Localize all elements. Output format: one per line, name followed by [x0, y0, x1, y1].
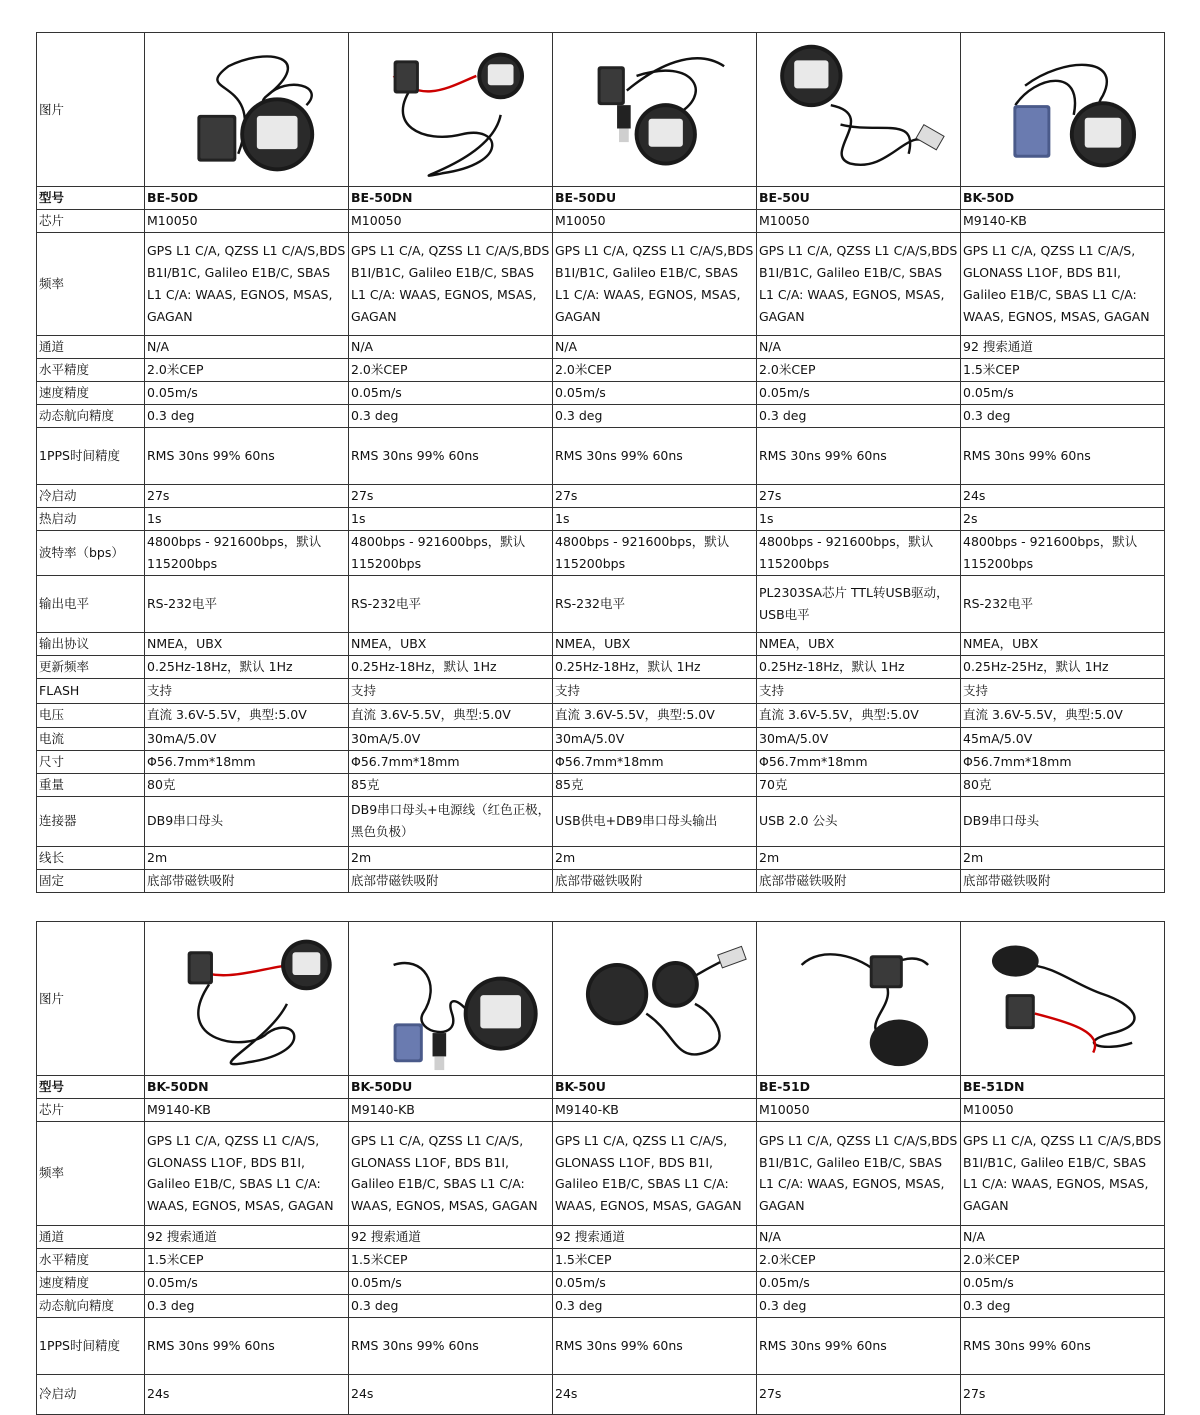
- heading-row-label: 动态航向精度: [37, 1294, 145, 1317]
- len-cell: 2m: [757, 846, 961, 869]
- bk-50du-photo: [354, 926, 550, 1072]
- proto-cell: NMEA，UBX: [757, 632, 961, 655]
- product-image-cell: [349, 922, 553, 1076]
- model-row: [37, 187, 1165, 210]
- hacc-row-label: 水平精度: [37, 1248, 145, 1271]
- hot-cell: 1s: [757, 507, 961, 530]
- heading-cell: 0.3 deg: [349, 1294, 553, 1317]
- fix-cell: 底部带磁铁吸附: [145, 869, 349, 892]
- vacc-cell: 0.05m/s: [349, 381, 553, 404]
- level-cell: PL2303SA芯片 TTL转USB驱动，USB电平: [757, 575, 961, 632]
- channel-row: [37, 1225, 1165, 1248]
- chip-cell: M9140-KB: [961, 210, 1165, 233]
- len-cell: 2m: [349, 846, 553, 869]
- baud-cell: 4800bps - 921600bps，默认115200bps: [757, 530, 961, 575]
- proto-cell: NMEA，UBX: [553, 632, 757, 655]
- chip-row-label: 芯片: [37, 1099, 145, 1122]
- baud-cell: 4800bps - 921600bps，默认115200bps: [349, 530, 553, 575]
- be-50dn-photo: [354, 37, 550, 183]
- model-cell: BK-50U: [553, 1076, 757, 1099]
- chip-cell: M9140-KB: [145, 1099, 349, 1122]
- proto-cell: NMEA，UBX: [349, 632, 553, 655]
- vacc-cell: 0.05m/s: [145, 381, 349, 404]
- spec-table-2: [36, 921, 1165, 1415]
- channel-cell: 92 搜索通道: [961, 335, 1165, 358]
- channel-cell: 92 搜索通道: [145, 1225, 349, 1248]
- model-row: [37, 1076, 1165, 1099]
- cold-cell: 24s: [961, 484, 1165, 507]
- weight-cell: 80克: [961, 773, 1165, 796]
- model-cell: BE-50U: [757, 187, 961, 210]
- size-cell: Φ56.7mm*18mm: [757, 750, 961, 773]
- fix-cell: 底部带磁铁吸附: [757, 869, 961, 892]
- size-row-label: 尺寸: [37, 750, 145, 773]
- heading-cell: 0.3 deg: [553, 1294, 757, 1317]
- level-row: [37, 575, 1165, 632]
- heading-cell: 0.3 deg: [145, 1294, 349, 1317]
- baud-cell: 4800bps - 921600bps，默认115200bps: [553, 530, 757, 575]
- pps-cell: RMS 30ns 99% 60ns: [553, 1317, 757, 1374]
- size-cell: Φ56.7mm*18mm: [553, 750, 757, 773]
- vacc-cell: 0.05m/s: [145, 1271, 349, 1294]
- model-row-label: 型号: [37, 187, 145, 210]
- hacc-cell: 2.0米CEP: [757, 358, 961, 381]
- pps-row-label: 1PPS时间精度: [37, 427, 145, 484]
- hacc-cell: 2.0米CEP: [145, 358, 349, 381]
- chip-cell: M10050: [961, 1099, 1165, 1122]
- rate-cell: 0.25Hz-18Hz，默认 1Hz: [349, 655, 553, 678]
- baud-row: [37, 530, 1165, 575]
- size-row: [37, 750, 1165, 773]
- pps-cell: RMS 30ns 99% 60ns: [757, 1317, 961, 1374]
- product-image-cell: [553, 33, 757, 187]
- freq-cell: GPS L1 C/A, QZSS L1 C/A/S,BDS B1I/B1C, Galileo E1B/C, SBAS L1 C/A: WAAS, EGNOS, MSAS, GAGAN: [145, 232, 349, 335]
- proto-cell: NMEA，UBX: [961, 632, 1165, 655]
- size-cell: Φ56.7mm*18mm: [349, 750, 553, 773]
- fix-cell: 底部带磁铁吸附: [553, 869, 757, 892]
- conn-cell: USB供电+DB9串口母头输出: [553, 796, 757, 846]
- vacc-cell: 0.05m/s: [961, 1271, 1165, 1294]
- heading-cell: 0.3 deg: [961, 404, 1165, 427]
- image-row-label: 图片: [37, 33, 145, 187]
- channel-row-label: 通道: [37, 335, 145, 358]
- fix-cell: 底部带磁铁吸附: [961, 869, 1165, 892]
- cold-cell: 27s: [757, 484, 961, 507]
- proto-row-label: 输出协议: [37, 632, 145, 655]
- weight-cell: 85克: [553, 773, 757, 796]
- chip-cell: M10050: [757, 1099, 961, 1122]
- conn-cell: DB9串口母头: [145, 796, 349, 846]
- hacc-row-label: 水平精度: [37, 358, 145, 381]
- weight-cell: 85克: [349, 773, 553, 796]
- heading-cell: 0.3 deg: [553, 404, 757, 427]
- chip-cell: M10050: [553, 210, 757, 233]
- channel-cell: N/A: [757, 335, 961, 358]
- channel-row-label: 通道: [37, 1225, 145, 1248]
- freq-row-label: 频率: [37, 232, 145, 335]
- fix-row-label: 固定: [37, 869, 145, 892]
- image-row-label: 图片: [37, 922, 145, 1076]
- product-image-cell: [145, 922, 349, 1076]
- conn-cell: DB9串口母头+电源线（红色正极，黑色负极）: [349, 796, 553, 846]
- chip-cell: M10050: [145, 210, 349, 233]
- freq-cell: GPS L1 C/A, QZSS L1 C/A/S, GLONASS L1OF, BDS B1I, Galileo E1B/C, SBAS L1 C/A: WAAS, EGNOS, MSAS, GAGAN: [145, 1121, 349, 1225]
- vacc-cell: 0.05m/s: [349, 1271, 553, 1294]
- conn-cell: DB9串口母头: [961, 796, 1165, 846]
- pps-cell: RMS 30ns 99% 60ns: [961, 427, 1165, 484]
- heading-cell: 0.3 deg: [349, 404, 553, 427]
- flash-cell: 支持: [553, 678, 757, 703]
- freq-row: [37, 232, 1165, 335]
- flash-row: [37, 678, 1165, 703]
- volt-cell: 直流 3.6V-5.5V，典型:5.0V: [349, 703, 553, 727]
- hot-cell: 1s: [145, 507, 349, 530]
- level-cell: RS-232电平: [145, 575, 349, 632]
- product-image-cell: [961, 922, 1165, 1076]
- hacc-cell: 1.5米CEP: [553, 1248, 757, 1271]
- channel-row: [37, 335, 1165, 358]
- heading-cell: 0.3 deg: [757, 1294, 961, 1317]
- spec-table-1: [36, 32, 1165, 893]
- curr-cell: 30mA/5.0V: [553, 727, 757, 750]
- model-cell: BE-50DU: [553, 187, 757, 210]
- curr-row-label: 电流: [37, 727, 145, 750]
- pps-cell: RMS 30ns 99% 60ns: [349, 1317, 553, 1374]
- be-50d-photo: [150, 37, 346, 183]
- flash-cell: 支持: [349, 678, 553, 703]
- curr-cell: 45mA/5.0V: [961, 727, 1165, 750]
- heading-cell: 0.3 deg: [961, 1294, 1165, 1317]
- rate-cell: 0.25Hz-18Hz，默认 1Hz: [145, 655, 349, 678]
- flash-cell: 支持: [757, 678, 961, 703]
- be-50du-photo: [558, 37, 754, 183]
- hot-cell: 1s: [553, 507, 757, 530]
- chip-row: [37, 210, 1165, 233]
- pps-cell: RMS 30ns 99% 60ns: [961, 1317, 1165, 1374]
- chip-cell: M10050: [757, 210, 961, 233]
- channel-cell: N/A: [349, 335, 553, 358]
- hot-cell: 2s: [961, 507, 1165, 530]
- freq-row-label: 频率: [37, 1121, 145, 1225]
- freq-cell: GPS L1 C/A, QZSS L1 C/A/S,BDS B1I/B1C, Galileo E1B/C, SBAS L1 C/A: WAAS, EGNOS, MSAS, GAGAN: [961, 1121, 1165, 1225]
- freq-row: [37, 1121, 1165, 1225]
- be-51dn-photo: [966, 926, 1162, 1072]
- weight-row-label: 重量: [37, 773, 145, 796]
- hot-row: [37, 507, 1165, 530]
- heading-row: [37, 1294, 1165, 1317]
- len-row: [37, 846, 1165, 869]
- product-image-cell: [757, 922, 961, 1076]
- chip-row: [37, 1099, 1165, 1122]
- image-row: [37, 33, 1165, 187]
- heading-row: [37, 404, 1165, 427]
- flash-cell: 支持: [145, 678, 349, 703]
- hacc-cell: 2.0米CEP: [553, 358, 757, 381]
- pps-cell: RMS 30ns 99% 60ns: [145, 1317, 349, 1374]
- channel-cell: 92 搜索通道: [349, 1225, 553, 1248]
- len-cell: 2m: [145, 846, 349, 869]
- hacc-cell: 2.0米CEP: [961, 1248, 1165, 1271]
- chip-row-label: 芯片: [37, 210, 145, 233]
- conn-row-label: 连接器: [37, 796, 145, 846]
- hacc-row: [37, 358, 1165, 381]
- size-cell: Φ56.7mm*18mm: [145, 750, 349, 773]
- rate-row-label: 更新频率: [37, 655, 145, 678]
- level-cell: RS-232电平: [349, 575, 553, 632]
- pps-row: [37, 427, 1165, 484]
- volt-cell: 直流 3.6V-5.5V，典型:5.0V: [757, 703, 961, 727]
- model-cell: BE-50D: [145, 187, 349, 210]
- weight-cell: 80克: [145, 773, 349, 796]
- model-cell: BE-51DN: [961, 1076, 1165, 1099]
- curr-cell: 30mA/5.0V: [757, 727, 961, 750]
- channel-cell: N/A: [757, 1225, 961, 1248]
- pps-row-label: 1PPS时间精度: [37, 1317, 145, 1374]
- hacc-row: [37, 1248, 1165, 1271]
- volt-cell: 直流 3.6V-5.5V，典型:5.0V: [145, 703, 349, 727]
- vacc-row-label: 速度精度: [37, 381, 145, 404]
- cold-cell: 27s: [553, 484, 757, 507]
- bk-50u-photo: [558, 926, 754, 1072]
- curr-cell: 30mA/5.0V: [349, 727, 553, 750]
- product-image-cell: [349, 33, 553, 187]
- model-cell: BE-50DN: [349, 187, 553, 210]
- rate-cell: 0.25Hz-25Hz，默认 1Hz: [961, 655, 1165, 678]
- hacc-cell: 1.5米CEP: [145, 1248, 349, 1271]
- pps-cell: RMS 30ns 99% 60ns: [349, 427, 553, 484]
- size-cell: Φ56.7mm*18mm: [961, 750, 1165, 773]
- baud-cell: 4800bps - 921600bps，默认115200bps: [145, 530, 349, 575]
- volt-cell: 直流 3.6V-5.5V，典型:5.0V: [553, 703, 757, 727]
- cold-row: [37, 484, 1165, 507]
- freq-cell: GPS L1 C/A, QZSS L1 C/A/S, GLONASS L1OF, BDS B1I, Galileo E1B/C, SBAS L1 C/A: WAAS, EGNOS, MSAS, GAGAN: [553, 1121, 757, 1225]
- heading-cell: 0.3 deg: [757, 404, 961, 427]
- cold-cell: 27s: [349, 484, 553, 507]
- fix-cell: 底部带磁铁吸附: [349, 869, 553, 892]
- pps-cell: RMS 30ns 99% 60ns: [757, 427, 961, 484]
- freq-cell: GPS L1 C/A, QZSS L1 C/A/S, GLONASS L1OF, BDS B1I, Galileo E1B/C, SBAS L1 C/A: WAAS, EGNOS, MSAS, GAGAN: [961, 232, 1165, 335]
- level-cell: RS-232电平: [553, 575, 757, 632]
- model-cell: BK-50DU: [349, 1076, 553, 1099]
- baud-cell: 4800bps - 921600bps，默认115200bps: [961, 530, 1165, 575]
- hacc-cell: 2.0米CEP: [757, 1248, 961, 1271]
- fix-row: [37, 869, 1165, 892]
- rate-cell: 0.25Hz-18Hz，默认 1Hz: [757, 655, 961, 678]
- model-cell: BE-51D: [757, 1076, 961, 1099]
- cold-row-label: 冷启动: [37, 1374, 145, 1414]
- model-row-label: 型号: [37, 1076, 145, 1099]
- channel-cell: N/A: [553, 335, 757, 358]
- channel-cell: N/A: [961, 1225, 1165, 1248]
- cold-row: [37, 1374, 1165, 1414]
- hot-cell: 1s: [349, 507, 553, 530]
- conn-row: [37, 796, 1165, 846]
- vacc-cell: 0.05m/s: [961, 381, 1165, 404]
- freq-cell: GPS L1 C/A, QZSS L1 C/A/S,BDS B1I/B1C, Galileo E1B/C, SBAS L1 C/A: WAAS, EGNOS, MSAS, GAGAN: [553, 232, 757, 335]
- heading-cell: 0.3 deg: [145, 404, 349, 427]
- product-image-cell: [553, 922, 757, 1076]
- heading-row-label: 动态航向精度: [37, 404, 145, 427]
- hacc-cell: 1.5米CEP: [349, 1248, 553, 1271]
- vacc-row: [37, 1271, 1165, 1294]
- flash-row-label: FLASH: [37, 678, 145, 703]
- curr-cell: 30mA/5.0V: [145, 727, 349, 750]
- curr-row: [37, 727, 1165, 750]
- hacc-cell: 2.0米CEP: [349, 358, 553, 381]
- rate-cell: 0.25Hz-18Hz，默认 1Hz: [553, 655, 757, 678]
- proto-cell: NMEA，UBX: [145, 632, 349, 655]
- hot-row-label: 热启动: [37, 507, 145, 530]
- volt-cell: 直流 3.6V-5.5V，典型:5.0V: [961, 703, 1165, 727]
- image-row: [37, 922, 1165, 1076]
- freq-cell: GPS L1 C/A, QZSS L1 C/A/S, GLONASS L1OF, BDS B1I, Galileo E1B/C, SBAS L1 C/A: WAAS, EGNOS, MSAS, GAGAN: [349, 1121, 553, 1225]
- cold-cell: 24s: [145, 1374, 349, 1414]
- channel-cell: N/A: [145, 335, 349, 358]
- cold-cell: 24s: [349, 1374, 553, 1414]
- vacc-cell: 0.05m/s: [757, 381, 961, 404]
- rate-row: [37, 655, 1165, 678]
- weight-row: [37, 773, 1165, 796]
- vacc-row: [37, 381, 1165, 404]
- len-cell: 2m: [961, 846, 1165, 869]
- volt-row-label: 电压: [37, 703, 145, 727]
- weight-cell: 70克: [757, 773, 961, 796]
- freq-cell: GPS L1 C/A, QZSS L1 C/A/S,BDS B1I/B1C, Galileo E1B/C, SBAS L1 C/A: WAAS, EGNOS, MSAS, GAGAN: [349, 232, 553, 335]
- cold-row-label: 冷启动: [37, 484, 145, 507]
- level-cell: RS-232电平: [961, 575, 1165, 632]
- freq-cell: GPS L1 C/A, QZSS L1 C/A/S,BDS B1I/B1C, Galileo E1B/C, SBAS L1 C/A: WAAS, EGNOS, MSAS, GAGAN: [757, 1121, 961, 1225]
- be-51d-photo: [762, 926, 958, 1072]
- vacc-cell: 0.05m/s: [553, 381, 757, 404]
- len-cell: 2m: [553, 846, 757, 869]
- pps-cell: RMS 30ns 99% 60ns: [145, 427, 349, 484]
- be-50u-photo: [762, 37, 958, 183]
- cold-cell: 27s: [757, 1374, 961, 1414]
- product-image-cell: [145, 33, 349, 187]
- hacc-cell: 1.5米CEP: [961, 358, 1165, 381]
- len-row-label: 线长: [37, 846, 145, 869]
- bk-50dn-photo: [150, 926, 346, 1072]
- channel-cell: 92 搜索通道: [553, 1225, 757, 1248]
- chip-cell: M10050: [349, 210, 553, 233]
- level-row-label: 输出电平: [37, 575, 145, 632]
- chip-cell: M9140-KB: [349, 1099, 553, 1122]
- vacc-cell: 0.05m/s: [757, 1271, 961, 1294]
- model-cell: BK-50D: [961, 187, 1165, 210]
- cold-cell: 27s: [145, 484, 349, 507]
- cold-cell: 24s: [553, 1374, 757, 1414]
- flash-cell: 支持: [961, 678, 1165, 703]
- vacc-cell: 0.05m/s: [553, 1271, 757, 1294]
- pps-row: [37, 1317, 1165, 1374]
- model-cell: BK-50DN: [145, 1076, 349, 1099]
- vacc-row-label: 速度精度: [37, 1271, 145, 1294]
- proto-row: [37, 632, 1165, 655]
- product-image-cell: [757, 33, 961, 187]
- freq-cell: GPS L1 C/A, QZSS L1 C/A/S,BDS B1I/B1C, Galileo E1B/C, SBAS L1 C/A: WAAS, EGNOS, MSAS, GAGAN: [757, 232, 961, 335]
- pps-cell: RMS 30ns 99% 60ns: [553, 427, 757, 484]
- baud-row-label: 波特率（bps）: [37, 530, 145, 575]
- volt-row: [37, 703, 1165, 727]
- chip-cell: M9140-KB: [553, 1099, 757, 1122]
- product-image-cell: [961, 33, 1165, 187]
- cold-cell: 27s: [961, 1374, 1165, 1414]
- bk-50d-photo: [966, 37, 1162, 183]
- conn-cell: USB 2.0 公头: [757, 796, 961, 846]
